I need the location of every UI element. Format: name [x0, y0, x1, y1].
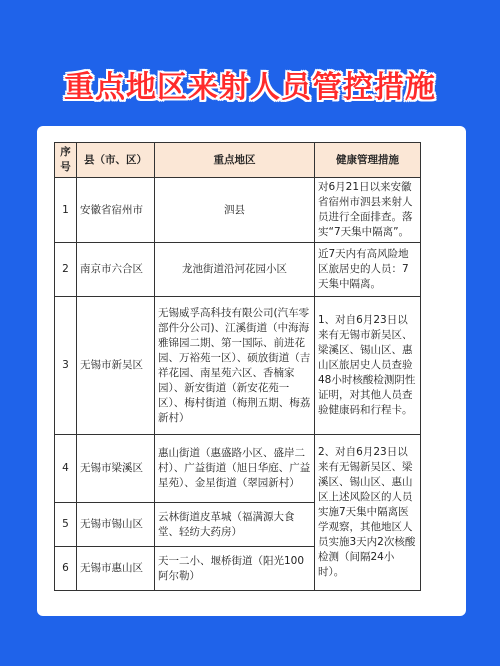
- row-mgmt: 1、对自6月23日以来有无锡市新吴区、梁溪区、锡山区、惠山区旅居史人员查验48小时核酸检测阴性证明，对其他人员查验健康码和行程卡。: [315, 297, 421, 435]
- table-row: [55, 178, 421, 243]
- header-area: 重点地区: [155, 143, 315, 178]
- row-county: 无锡市新吴区: [77, 297, 155, 435]
- row-area: 天一二小、堰桥街道（阳光100阿尔勒）: [155, 547, 315, 591]
- table-header-row: [55, 143, 421, 178]
- row-no: 3: [55, 297, 77, 435]
- row-county: 无锡市惠山区: [77, 547, 155, 591]
- row-area: 惠山街道（惠盛路小区、盛岸二村）、广益街道（旭日华庭、广益星苑）、金星街道（翠园新村）: [155, 435, 315, 503]
- row-mgmt: 近7天内有高风险地区旅居史的人员：7天集中隔离。: [315, 243, 421, 297]
- header-no: 序号: [55, 143, 77, 178]
- row-no: 2: [55, 243, 77, 297]
- row-no: 5: [55, 503, 77, 547]
- table-row: [55, 297, 421, 435]
- row-county: 南京市六合区: [77, 243, 155, 297]
- row-area: 泗县: [155, 178, 315, 243]
- header-mgmt: 健康管理措施: [315, 143, 421, 178]
- table-row: [55, 243, 421, 297]
- page-title: 重点地区来射人员管控措施: [64, 70, 436, 105]
- row-no: 6: [55, 547, 77, 591]
- row-mgmt: 2、对自6月23日以来有无锡新吴区、梁溪区、锡山区、惠山区上述风险区的人员实施7天集中隔离医学观察，其他地区人员实施3天内2次核酸检测（间隔24小时）。: [315, 435, 421, 591]
- row-no: 1: [55, 178, 77, 243]
- header-county: 县（市、区）: [77, 143, 155, 178]
- row-area: 龙池街道沿河花园小区: [155, 243, 315, 297]
- row-area: 无锡威孚高科技有限公司(汽车零部件分公司)、江溪街道（中海海雅锦园二期、第一国际、前进花园、万裕苑一区）、硕放街道（吉祥花园、南星苑六区、香楠家园）、新安街道（新安花苑一区）、梅村街道（梅荆五期、梅荔新村）: [155, 297, 315, 435]
- control-measures-table: [54, 142, 421, 591]
- row-area: 云林街道皮革城（福满源大食堂、轻纺大药房）: [155, 503, 315, 547]
- row-mgmt: 对6月21日以来安徽省宿州市泗县来射人员进行全面排查。落实“7天集中隔离”。: [315, 178, 421, 243]
- row-county: 无锡市梁溪区: [77, 435, 155, 503]
- row-county: 无锡市锡山区: [77, 503, 155, 547]
- row-county: 安徽省宿州市: [77, 178, 155, 243]
- row-no: 4: [55, 435, 77, 503]
- table-card: [37, 126, 466, 616]
- table-row: [55, 435, 421, 503]
